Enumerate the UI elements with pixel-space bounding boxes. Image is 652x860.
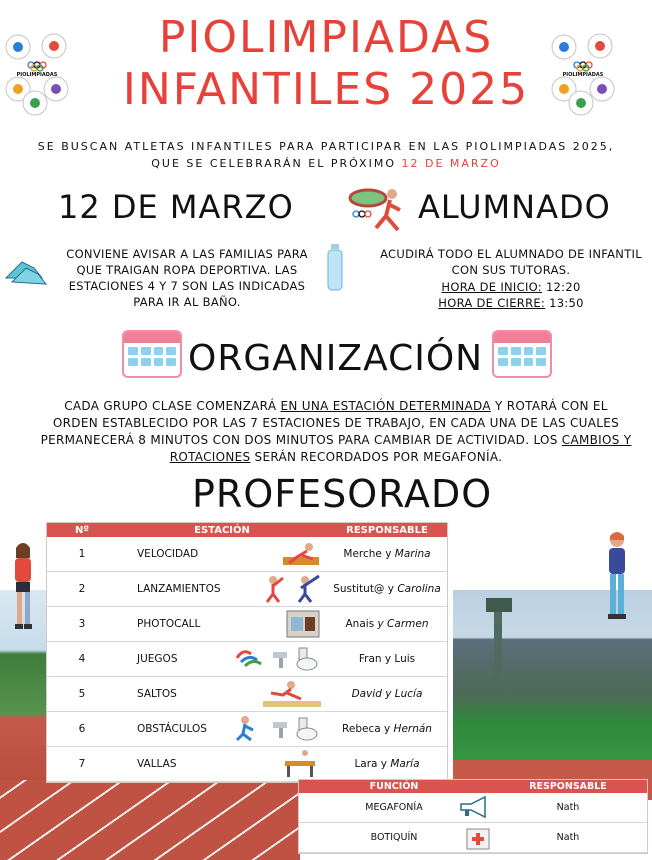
- responsable-name: Fran y Luis: [358, 653, 416, 665]
- profesorado-heading: PROFESORADO: [192, 472, 493, 516]
- function-label: MEGAFONÍA: [365, 802, 423, 813]
- photobooth-icon: [283, 609, 323, 642]
- first-aid-icon: [465, 825, 491, 854]
- runner-icon: [346, 186, 412, 244]
- station-name: [117, 677, 327, 712]
- logo-label: PIOLIMPIADAS: [16, 72, 58, 78]
- shoes-icon: [4, 248, 48, 292]
- title-line-1: PIOLIMPIADAS: [158, 12, 494, 63]
- station-name: [117, 747, 327, 782]
- stations-table-header: [47, 523, 447, 537]
- man-illustration: [600, 530, 634, 626]
- table-row: [299, 823, 647, 853]
- station-name: [117, 642, 327, 677]
- station-number: 2: [47, 572, 117, 607]
- station-responsable: [327, 537, 447, 572]
- start-label: HORA DE INICIO:: [441, 280, 542, 294]
- functions-table-header: [299, 780, 647, 793]
- paralympic-toilet-icon: [233, 644, 323, 677]
- col-header-funcion: FUNCIÓN: [299, 780, 489, 793]
- end-label: HORA DE CIERRE:: [438, 296, 546, 310]
- stadium-floodlight-head: [486, 598, 512, 612]
- station-number: 1: [47, 537, 117, 572]
- left-text: CONVIENE AVISAR A LAS FAMILIAS PARA QUE TRAIGAN ROPA DEPORTIVA. LAS ESTACIONES 4 Y 7 SON LAS INDICADAS PARA IR AL BAÑO.: [66, 247, 308, 309]
- girl-illustration: [6, 540, 40, 636]
- responsable-name: Merche y: [343, 548, 395, 560]
- responsable-name-italic: David y Lucía: [351, 688, 423, 700]
- table-row: [47, 607, 447, 642]
- station-number: 5: [47, 677, 117, 712]
- intro-text: [30, 138, 622, 172]
- calendar-icon-right: [492, 330, 552, 378]
- logo-label: PIOLIMPIADAS: [562, 72, 604, 78]
- station-name: [117, 537, 327, 572]
- function-responsable: Nath: [489, 823, 647, 853]
- organizacion-heading: ORGANIZACIÓN: [188, 338, 484, 379]
- intro-date: 12 DE MARZO: [401, 157, 501, 170]
- responsable-name: Anais: [345, 618, 378, 630]
- function-responsable: Nath: [489, 793, 647, 823]
- station-number: 3: [47, 607, 117, 642]
- org-p3: SERÁN RECORDADOS POR MEGAFONÍA.: [254, 450, 503, 464]
- col-header-number: Nº: [47, 523, 117, 537]
- table-row: [47, 747, 447, 782]
- responsable-name: Lara y: [354, 758, 391, 770]
- water-bottle-icon: [326, 244, 344, 296]
- station-label: SALTOS: [137, 688, 177, 700]
- station-label: PHOTOCALL: [137, 618, 201, 630]
- responsable-name: Rebeca y: [342, 723, 394, 735]
- org-p2: Y ROTARÁ CON EL ORDEN ESTABLECIDO POR LAS 7 ESTACIONES DE TRABAJO, EN CADA UNA DE LAS CUALES PERMANECERÁ 8 MINUTOS CON DOS MINUTOS PARA CAMBIAR DE ACTIVIDAD. LOS: [40, 399, 620, 447]
- obstacles-toilet-icon: [233, 714, 323, 747]
- date-heading: 12 DE MARZO: [58, 188, 294, 226]
- stations-table: [47, 523, 447, 782]
- table-row: [47, 572, 447, 607]
- table-row: [47, 537, 447, 572]
- station-label: JUEGOS: [137, 653, 178, 665]
- megaphone-icon: [457, 795, 491, 822]
- organizacion-text: [40, 398, 632, 466]
- track-photo-bottom: [0, 780, 300, 860]
- station-responsable: [327, 712, 447, 747]
- hurdles-icon: [279, 749, 323, 782]
- table-row: [47, 712, 447, 747]
- function-name: [299, 823, 489, 853]
- station-number: 6: [47, 712, 117, 747]
- title-line-2: INFANTILES 2025: [122, 64, 530, 115]
- station-number: 4: [47, 642, 117, 677]
- table-row: [47, 677, 447, 712]
- stadium-floodlight: [494, 600, 502, 680]
- alumnado-heading: ALUMNADO: [418, 188, 611, 226]
- station-responsable: [327, 677, 447, 712]
- station-name: [117, 712, 327, 747]
- functions-table: [299, 780, 647, 853]
- station-responsable: [327, 572, 447, 607]
- station-label: LANZAMIENTOS: [137, 583, 221, 595]
- org-p1-underlined: EN UNA ESTACIÓN DETERMINADA: [280, 399, 491, 413]
- runner-start-icon: [279, 539, 323, 572]
- responsable-name-italic: María: [390, 758, 420, 770]
- function-label: BOTIQUÍN: [370, 832, 418, 843]
- responsable-name-italic: Carolina: [397, 583, 441, 595]
- org-p1: CADA GRUPO CLASE COMENZARÁ: [64, 399, 277, 413]
- org-p2-underlined: CAMBIOS Y ROTACIONES: [169, 433, 632, 464]
- start-time-line: [372, 279, 650, 295]
- col-header-responsable: RESPONSABLE: [327, 523, 447, 537]
- station-label: VELOCIDAD: [137, 548, 199, 560]
- table-row: [299, 793, 647, 823]
- calendar-icon-left: [122, 330, 182, 378]
- intro-part1: SE BUSCAN ATLETAS INFANTILES PARA PARTICIPAR EN LAS PIOLIMPIADAS 2025, QUE SE CELEBRARÁN EL PRÓXIMO: [37, 140, 615, 170]
- responsable-name-italic: y Carmen: [377, 618, 429, 630]
- long-jump-icon: [261, 679, 323, 712]
- station-name: [117, 572, 327, 607]
- station-label: OBSTÁCULOS: [137, 723, 207, 735]
- throwing-icon: [261, 574, 323, 607]
- station-number: 7: [47, 747, 117, 782]
- start-time: 12:20: [545, 280, 581, 294]
- station-responsable: [327, 642, 447, 677]
- station-responsable: [327, 747, 447, 782]
- col-header-station: ESTACIÓN: [117, 523, 327, 537]
- responsable-name: Sustitut@ y: [333, 583, 398, 595]
- station-name: [117, 607, 327, 642]
- right-text: ACUDIRÁ TODO EL ALUMNADO DE INFANTIL CON SUS TUTORAS.: [380, 247, 642, 277]
- responsable-name-italic: Marina: [394, 548, 431, 560]
- end-time: 13:50: [549, 296, 584, 310]
- function-name: [299, 793, 489, 823]
- col-header-responsable-2: RESPONSABLE: [489, 780, 647, 793]
- table-row: [47, 642, 447, 677]
- station-label: VALLAS: [137, 758, 177, 770]
- station-responsable: [327, 607, 447, 642]
- responsable-name-italic: Hernán: [393, 723, 432, 735]
- end-time-line: [372, 295, 650, 311]
